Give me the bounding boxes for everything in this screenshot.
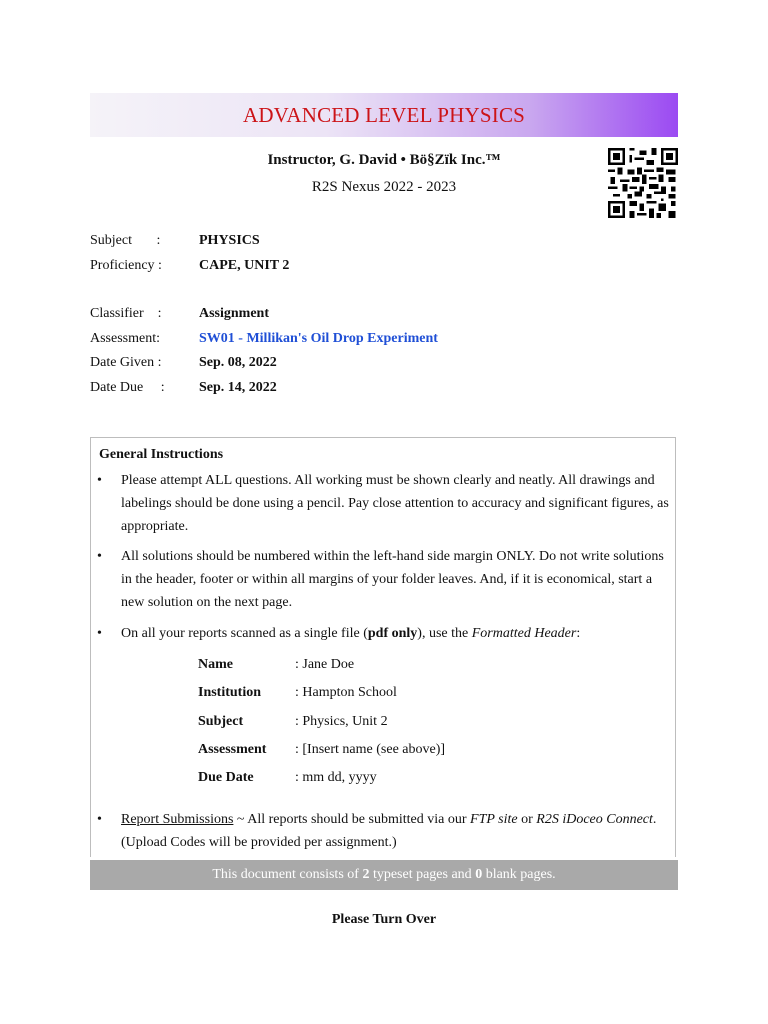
meta-key: Subject : [90,233,161,248]
meta-key: Date Due : [90,379,165,395]
meta-row-date-given [90,351,438,376]
assessment-title-link[interactable]: SW01 - Millikan's Oil Drop Experiment [199,330,438,346]
meta-value: Sep. 08, 2022 [199,355,277,370]
turn-over-note: Please Turn Over [331,912,437,927]
page-count-bar: This document consists of 2 typeset pages and 0 blank pages. [90,860,678,890]
ftp-site-ref: FTP site [470,812,518,827]
bullet-icon: • [97,473,102,488]
general-instructions-box [90,437,676,857]
blank-pages-count: 0 [475,867,483,882]
instruction-item: • All solutions should be numbered within the left-hand side margin ONLY. Do not write solutions in the header, footer or within all margins of your folder leaves. And, if it is economical, start a new solution on the next page. [97,545,669,614]
session-line: R2S Nexus 2022 - 2023 [311,179,457,195]
meta-key: Assessment: [90,330,161,346]
formatted-header-row: Subject : Physics, Unit 2 [198,713,388,729]
formatted-header-row: Institution : Hampton School [198,685,397,701]
meta-row-assessment [90,327,438,352]
formatted-header-row: Due Date : mm dd, yyyy [198,770,377,786]
instruction-item: • Please attempt ALL questions. All working must be shown clearly and neatly. All drawings and labelings should be done using a pencil. Pay close attention to accuracy and significant figures, as appropriate. [97,469,669,538]
bullet-icon: • [97,626,102,641]
typeset-pages-count: 2 [362,867,370,882]
meta-row-date-due [90,376,438,401]
bullet-icon: • [97,812,102,827]
meta-value: Assignment [199,306,270,321]
idoceo-connect-ref: R2S iDoceo Connect [536,812,653,827]
meta-row-subject [90,229,289,254]
instruction-item: • On all your reports scanned as a single file (pdf only), use the Formatted Header: [97,622,669,645]
bullet-icon: • [97,549,102,564]
formatted-header-row: Name : Jane Doe [198,657,355,673]
instruction-item: • Report Submissions ~ All reports should be submitted via our FTP site or R2S iDoceo Connect. (Upload Codes will be provided per assignment.) [97,808,669,854]
meta-row-classifier [90,302,438,327]
meta-key: Classifier : [90,306,162,321]
formatted-header-row: Assessment : [Insert name (see above)] [198,742,446,758]
qr-code-icon [608,148,678,218]
meta-key: Date Given : [90,355,162,370]
instructions-heading: General Instructions [99,447,224,462]
meta-value: PHYSICS [199,233,260,248]
title-banner [90,93,678,137]
page-title: ADVANCED LEVEL PHYSICS [242,102,526,127]
meta-bottom [90,302,438,400]
instructor-line: Instructor, G. David • Bö§Zïk Inc.™ [267,152,501,168]
meta-value: CAPE, UNIT 2 [199,257,290,273]
meta-value: Sep. 14, 2022 [199,379,277,395]
formatted-header-table [198,651,445,792]
meta-row-proficiency [90,254,289,279]
meta-key: Proficiency : [90,257,162,273]
meta-top [90,229,289,278]
report-submissions-label: Report Submissions [121,812,234,827]
